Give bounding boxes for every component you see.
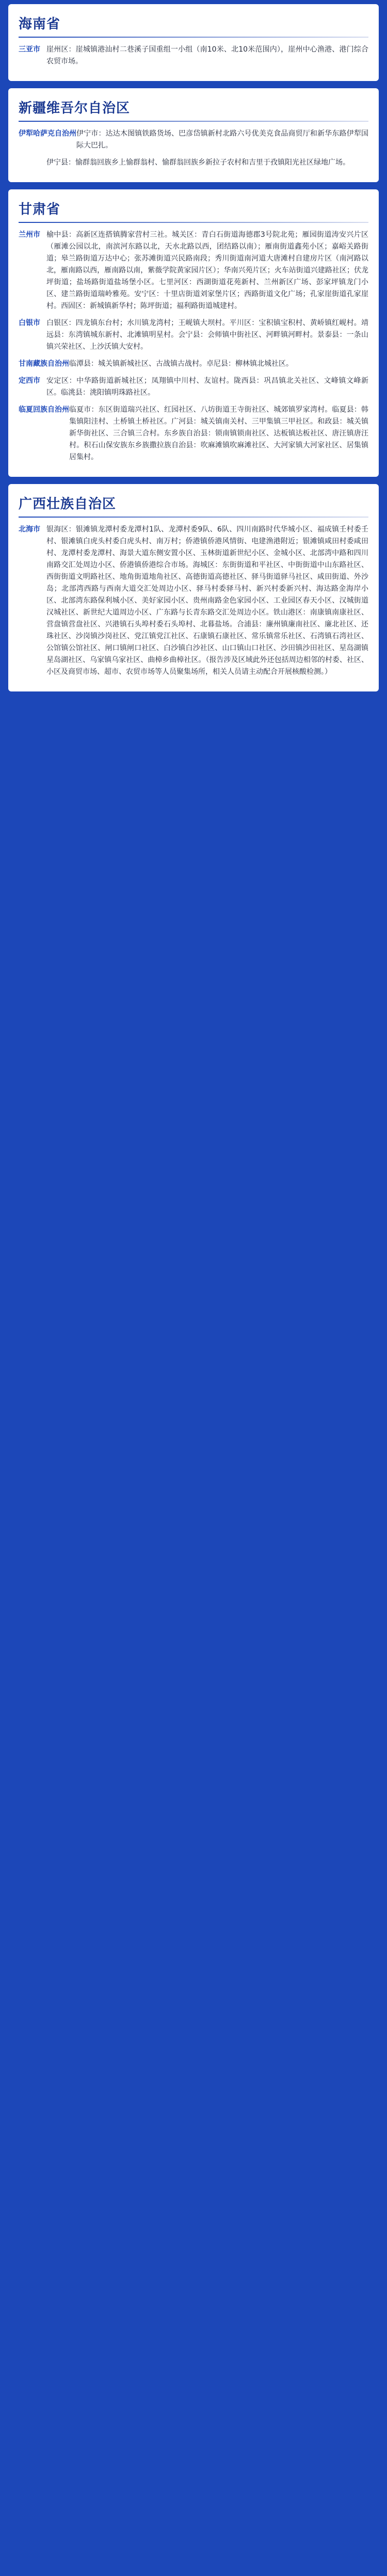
area-entry [19,157,368,169]
city-label: 临夏回族自治州 [19,406,69,414]
area-entry [19,229,368,312]
city-label: 三亚市 [19,45,40,54]
area-detail-text: 临夏市：东区街道瑞兴社区、红园社区、八坊街道王寺街社区、城郊镇罗家湾村。临夏县：韩集镇阳洼村、土桥镇土桥社区。广河县：城关镇南关村、三甲集镇三甲社区。和政县：城关镇新华街社区、三合镇三合村。东乡族自治县：锁南镇锁南社区、达板镇达板社区、唐汪镇唐汪村。积石山保安族东乡族撒拉族自治县：吹麻滩镇吹麻滩社区、大河家镇大河家社区、居集镇居集村。 [69,406,368,461]
province-card [8,4,379,81]
province-title: 甘肃省 [19,202,61,217]
area-entry [19,524,368,678]
area-detail-text: 白银区：四龙镇东台村；水川镇龙湾村；王岘镇大坝村。平川区：宝积镇宝积村、黄峤镇红岘村。靖远县：东湾镇城东新村、北滩镇明星村。会宁县：会师镇中街社区、河畔镇河畔村。景泰县：一条山镇兴荣社区、上沙沃镇大安村。 [46,319,368,351]
section-divider [19,517,368,518]
section-divider [19,121,368,122]
province-title: 新疆维吾尔自治区 [19,101,131,116]
city-label: 兰州市 [19,231,40,239]
area-entry [19,404,368,463]
area-detail-text: 临潭县：城关镇新城社区、古战镇古战村。卓尼县：柳林镇北城社区。 [69,360,293,368]
area-entry [19,128,368,152]
area-detail-text: 榆中县：高新区连搭镇腾家营村三社。城关区：青白石街道海德郡3号院北苑；雁园街道涛安兴片区（雁滩公园以北，南滨河东路以北，天水北路以西，团结路以南）；雁南街道鑫苑小区；嘉峪关路街道；皋兰路街道万达中心；张苏滩街道兴民路南段；秀川街道南河道大唐滩村自建房片区（南河路以北，雁南路以西，雁南路以南，紫薇学院黄家园片区）；华南兴苑片区；火车站街道兴建路社区；伏龙坪街道；盐场路街道盐场堡小区。七里河区：西湖街道花苑新村、兰州新区广场、彭家坪镇龙门小区、建兰路街道瑞岭雅苑。安宁区：十里店街道刘家堡片区；西路街道文化广场；孔家崖街道孔家崖村。西固区：新城镇新华村；陈坪街道；福利路街道城建村。 [46,231,368,310]
area-entry [19,375,368,399]
area-detail-text: 崖州区：崖城镇港汕村二巷溪子国重组一小组（南10米、北10米范围内），崖州中心渔港、港门综合农贸市场。 [46,45,368,66]
area-entry [19,358,368,370]
province-title: 广西壮族自治区 [19,496,117,512]
area-entry [19,44,368,68]
area-detail-text: 安定区：中华路街道新城社区；凤翔镇中川村、友谊村。陇西县：巩昌镇北关社区、文峰镇文峰新区。临洮县：洮阳镇明珠路社区。 [46,377,368,397]
page [0,0,387,705]
area-entry [19,317,368,353]
area-detail-text: 银海区：银滩镇龙潭村委龙潭村1队、龙潭村委9队、6队、四川南路时代华城小区、福成镇壬村委壬村、银滩镇白虎头村委白虎头村、南万村；侨港镇侨港风情街、电建渔港附近；银滩镇咸田村委咸田村、龙潭村委龙潭村、海景大道东侧安置小区、玉林街道新世纪小区、金城小区、北部湾中路和四川南路交汇处周边小区、侨港镇侨港综合市场。海城区：东街街道和平社区、中街街道中山东路社区、西街街道文明路社区、地角街道地角社区、高德街道高德社区、驿马街道驿马社区、咸田街道、外沙岛；北部湾西路与西南大道交汇处周边小区、驿马村委驿马村、新兴村委新兴村、海达路金海岸小区、北部湾东路保利城小区、美好家园小区、贵州南路金色家园小区、工业园区春天小区、汉城街道汉城社区、新世纪大道周边小区、广东路与长青东路交汇处周边小区。铁山港区：南康镇南康社区、营盘镇营盘社区、兴港镇石头埠村委石头埠村、北暮盐场。合浦县：廉州镇廉南社区、廉北社区、还珠社区、沙岗镇沙岗社区、党江镇党江社区、石康镇石康社区、常乐镇常乐社区、石湾镇石湾社区、公馆镇公馆社区、闸口镇闸口社区、白沙镇白沙社区、山口镇山口社区、沙田镇沙田社区、星岛湖镇星岛湖社区、乌家镇乌家社区、曲樟乡曲樟社区。（报告涉及区域此外还包括周边相邻的村委、社区、小区及商贸市场、超市、农贸市场等人员聚集场所，相关人员请主动配合开展核酸检测。） [46,525,368,676]
area-detail-text: 伊宁县：愉群翁回族乡上愉群翁村、愉群翁回族乡新拉子农村和吉里于孜镇阳光社区绿地广场。 [46,158,350,167]
province-title: 海南省 [19,17,61,32]
province-card [8,484,379,691]
city-label: 白银市 [19,319,40,327]
section-divider [19,37,368,38]
section-divider [19,222,368,223]
city-label: 甘南藏族自治州 [19,360,69,368]
province-card [8,189,379,477]
province-card [8,88,379,182]
city-label [19,157,46,169]
city-label: 伊犁哈萨克自治州 [19,130,76,138]
city-label: 定西市 [19,377,40,385]
city-label: 北海市 [19,525,40,534]
area-detail-text: 伊宁市：达达木图镇铁路货场、巴彦岱镇新村北路六号优美克食品商贸厅和新华东路伊犁国际大巴扎。 [76,130,368,150]
